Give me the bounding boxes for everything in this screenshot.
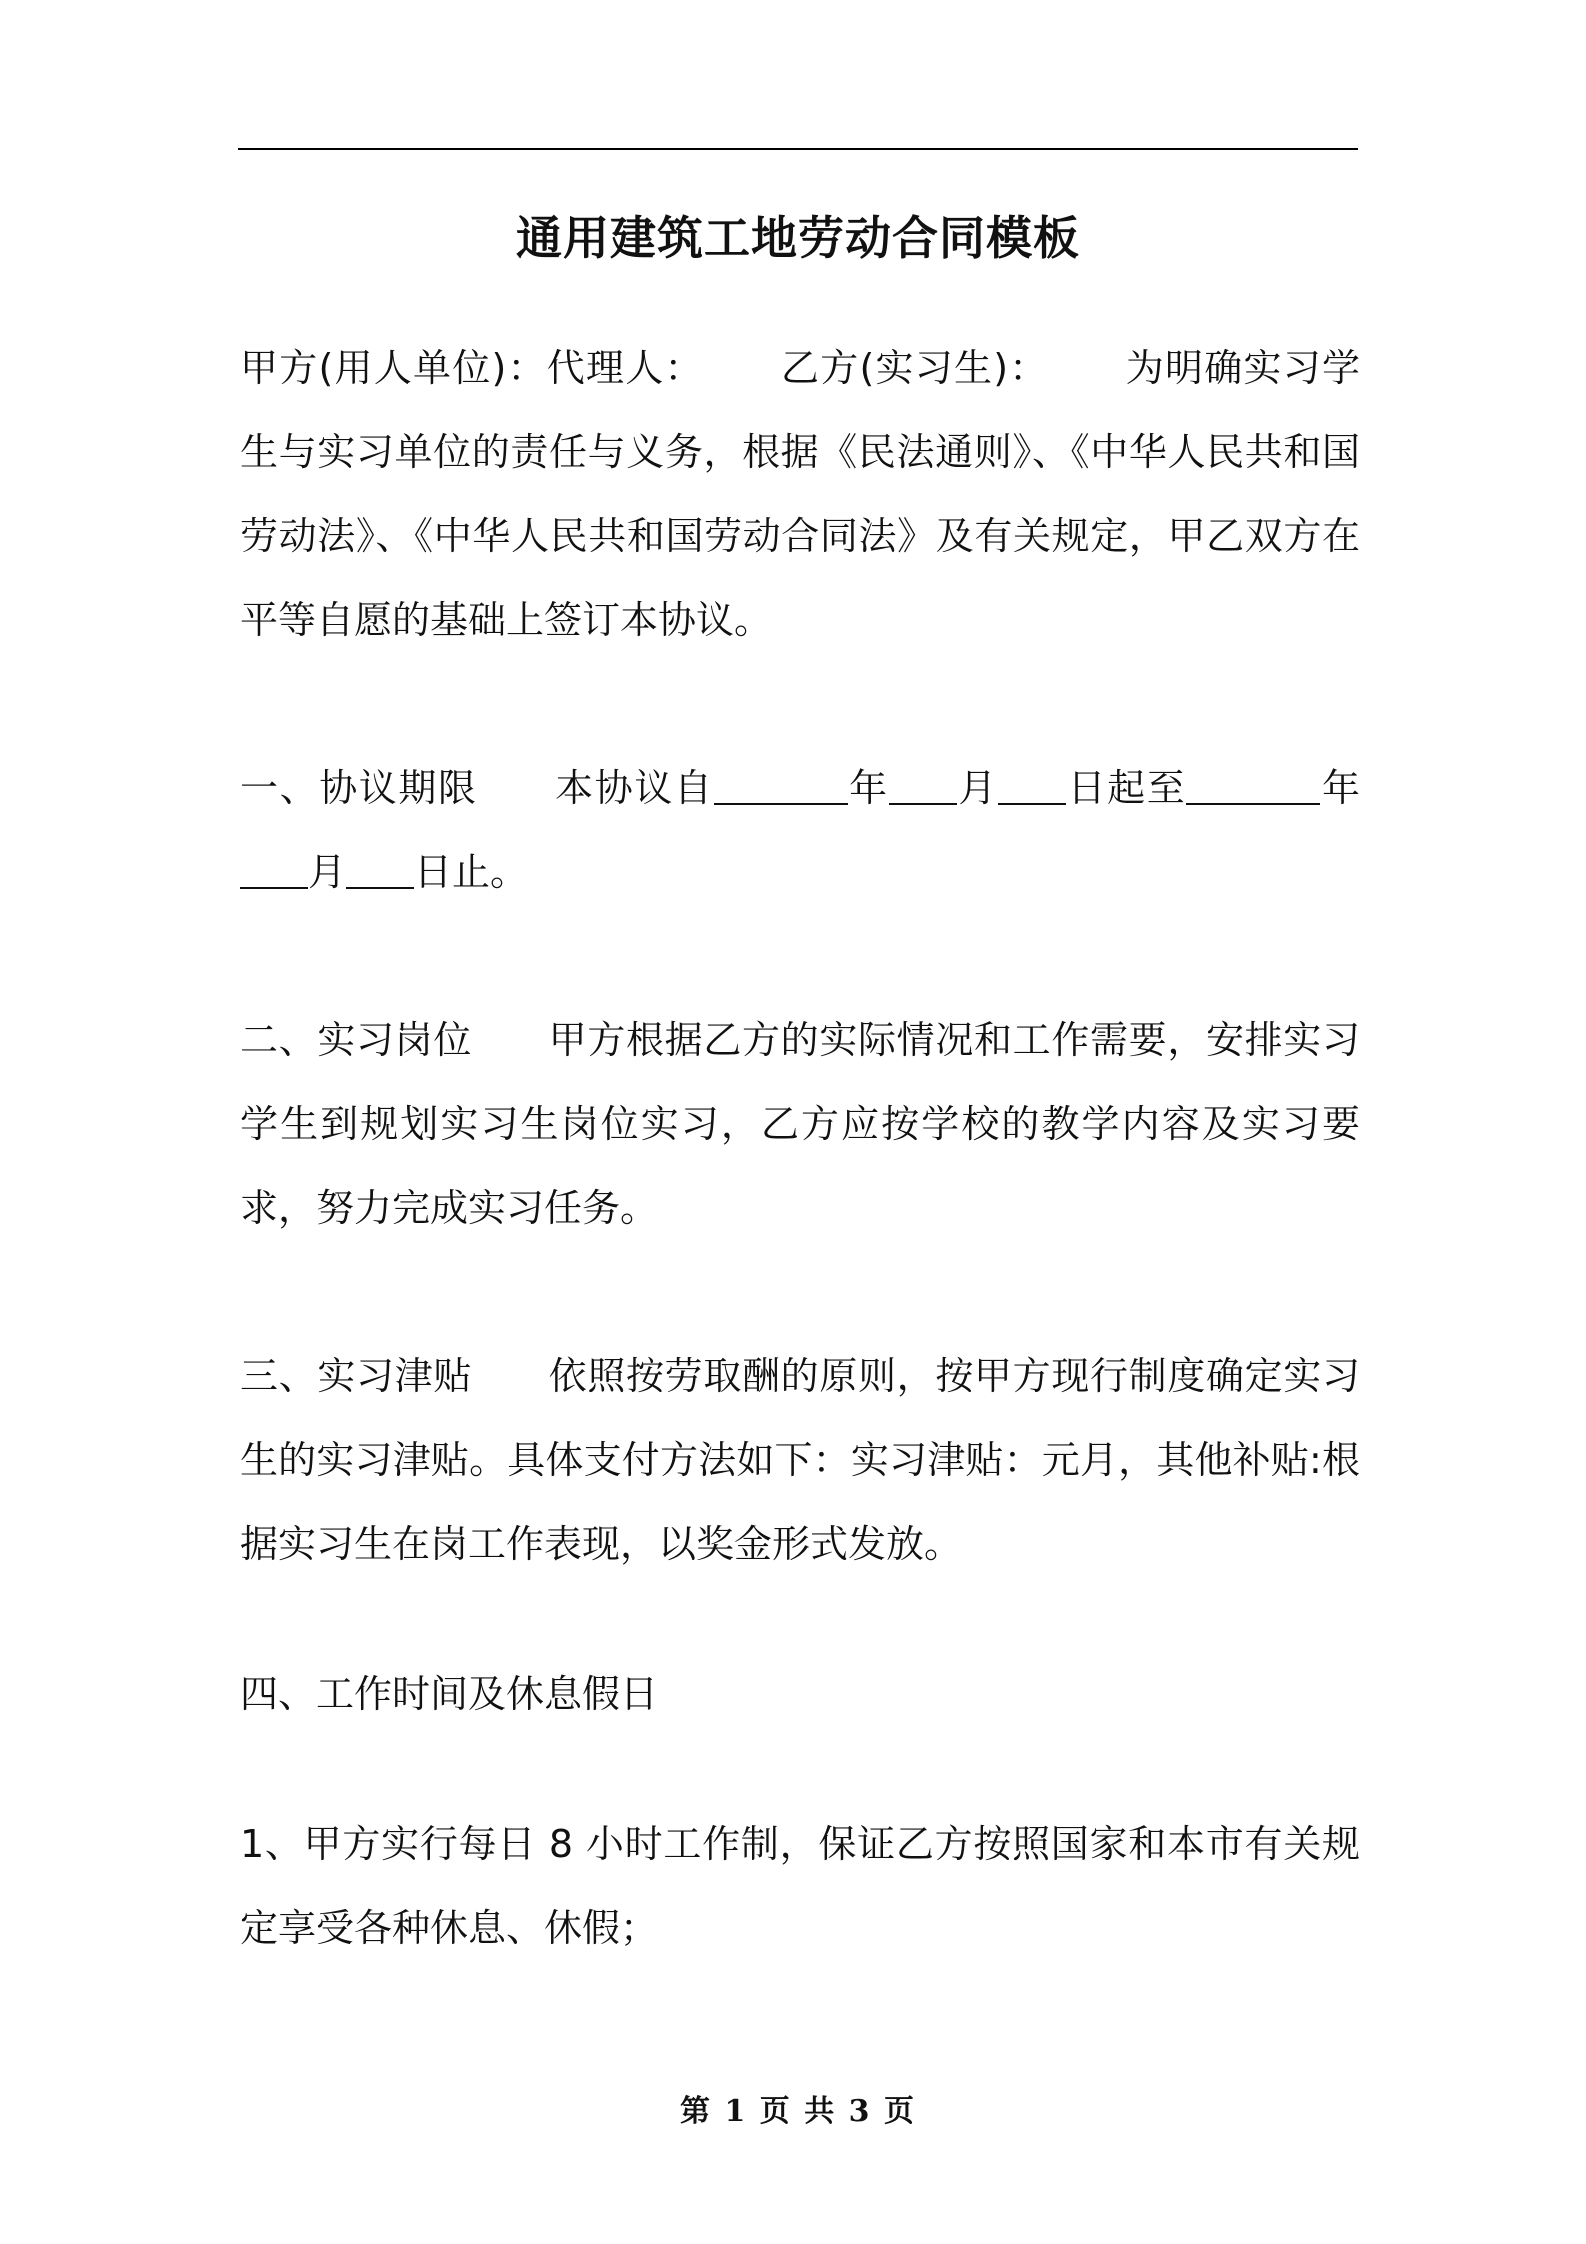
section-1-heading: 一、协议期限	[240, 766, 478, 810]
preamble-text: 为明确实习学生与实习单位的责任与义务，根据《民法通则》、《中华人民共和国劳动法》、《中华人民共和国劳动合同法》及有关规定，甲乙双方在平等自愿的基础上签订本协议。	[240, 346, 1360, 642]
section-1-paragraph	[240, 746, 1360, 914]
section-3-paragraph	[240, 1334, 1360, 1586]
section-3-heading: 三、实习津贴	[240, 1354, 472, 1398]
start-month-label: 月	[956, 766, 998, 810]
start-month-blank	[889, 765, 957, 805]
header-rule	[238, 148, 1358, 150]
party-b-label: 乙方(实习生)：	[779, 346, 1049, 390]
end-month-label: 月	[308, 850, 347, 894]
document-body	[240, 326, 1360, 1970]
section-2-heading: 二、实习岗位	[240, 1018, 472, 1062]
start-year-blank	[714, 765, 848, 805]
start-year-label: 年	[847, 766, 889, 810]
document-title: 通用建筑工地劳动合同模板	[516, 211, 1080, 265]
section-2-text: 甲方根据乙方的实际情况和工作需要，安排实习学生到规划实习生岗位实习，乙方应按学校的教学内容及实习要求，努力完成实习任务。	[240, 1018, 1360, 1230]
start-day-label: 日起至	[1065, 766, 1187, 810]
end-day-blank	[346, 849, 414, 889]
preamble-paragraph	[240, 326, 1360, 662]
start-day-blank	[998, 765, 1066, 805]
section-3-text: 依照按劳取酬的原则，按甲方现行制度确定实习生的实习津贴。具体支付方法如下：实习津贴：元月，其他补贴:根据实习生在岗工作表现，以奖金形式发放。	[240, 1354, 1360, 1566]
end-day-label: 日止。	[414, 850, 529, 894]
section-1-text-start: 本协议自	[553, 766, 714, 810]
party-a-label: 甲方(用人单位)：代理人：	[240, 346, 704, 390]
page-number-footer: 第 1 页 共 3 页	[680, 2094, 916, 2129]
section-4-item-1: 1、甲方实行每日 8 小时工作制，保证乙方按照国家和本市有关规定享受各种休息、休假；	[240, 1822, 1360, 1950]
end-month-blank	[240, 849, 308, 889]
section-2-paragraph	[240, 998, 1360, 1250]
end-year-label: 年	[1320, 766, 1360, 810]
section-4-heading: 四、工作时间及休息假日	[240, 1672, 659, 1716]
end-year-blank	[1186, 765, 1320, 805]
